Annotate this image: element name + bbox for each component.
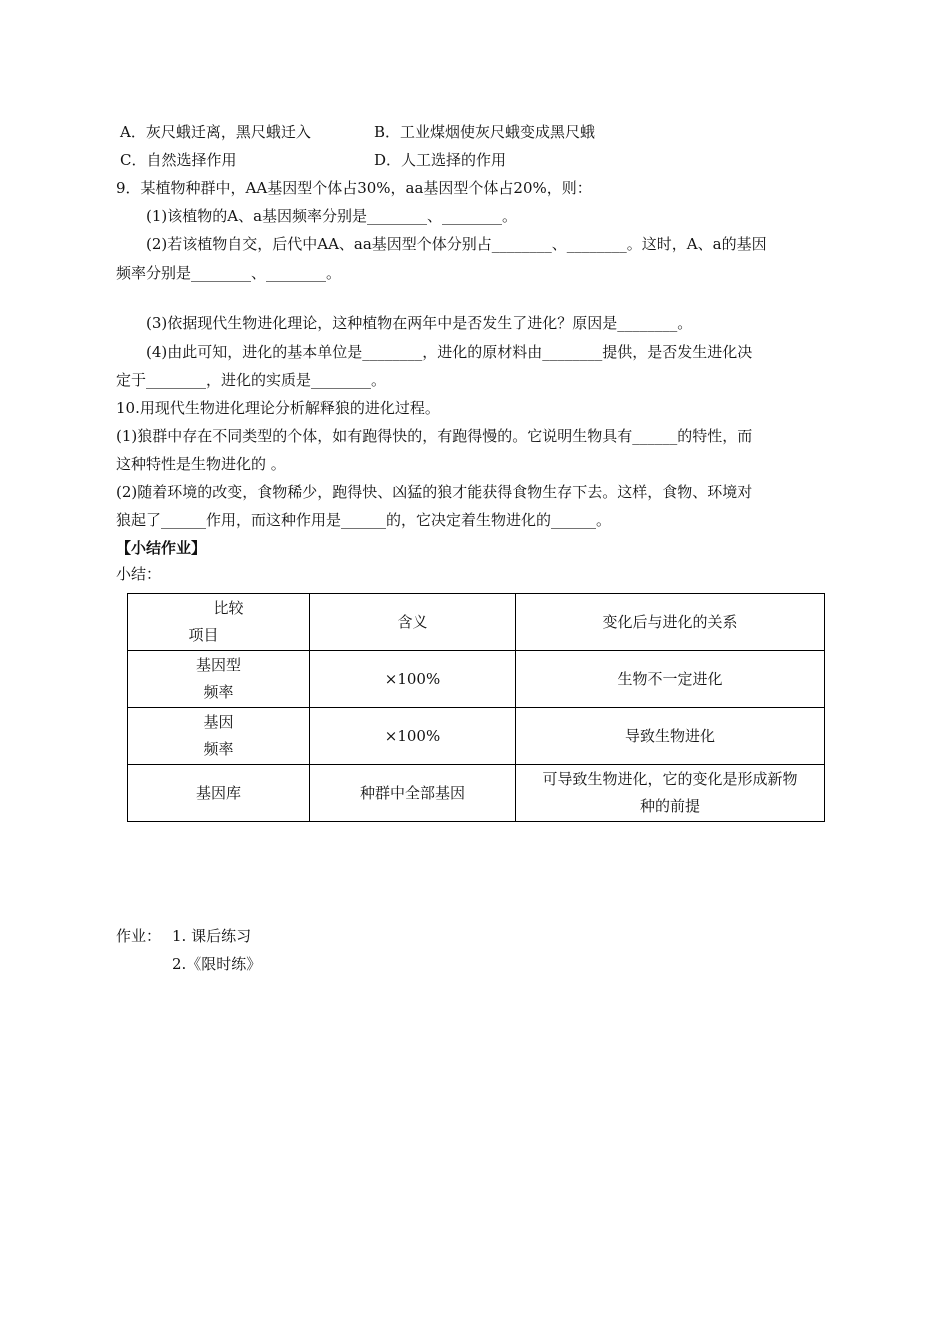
- relation-text: 种的前提: [639, 797, 700, 815]
- homework-item-1: 1. 课后练习: [172, 927, 252, 945]
- q9-part3: (3)依据现代生物进化理论，这种植物在两年中是否发生了进化？原因是________。: [146, 314, 693, 332]
- q8-option-b: B．工业煤烟使灰尺蛾变成黑尺蛾: [374, 123, 596, 141]
- table-cell-relation: 导致生物进化: [516, 708, 825, 765]
- table-cell-item: [128, 651, 310, 708]
- table-cell-relation: 生物不一定进化: [516, 651, 825, 708]
- item-label: 基因型: [195, 656, 241, 674]
- homework-label: 作业：: [116, 927, 162, 945]
- table-row: [128, 651, 825, 708]
- q10-part2-line1: (2)随着环境的改变，食物稀少，跑得快、凶猛的狼才能获得食物生存下去。这样，食物、环境对: [116, 483, 753, 501]
- q8-option-d: D．人工选择的作用: [374, 151, 507, 169]
- q10-part1-line2: 这种特性是生物进化的 。: [116, 455, 286, 473]
- table-header-meaning: 含义: [310, 594, 516, 651]
- q9-part1: (1)该植物的A、a基因频率分别是________、________。: [146, 207, 518, 225]
- q10-part2-line2: 狼起了______作用，而这种作用是______的，它决定着生物进化的______。: [116, 511, 612, 529]
- corner-label-compare: 比较: [213, 599, 244, 617]
- table-row: [128, 765, 825, 822]
- q9-part4-line1: (4)由此可知，进化的基本单位是________，进化的原材料由________提供，是否发生进化决: [146, 343, 753, 361]
- q8-option-c: C．自然选择作用: [120, 151, 237, 169]
- q9-part2-line1: (2)若该植物自交，后代中AA、aa基因型个体分别占________、________。这时，A、a的基因: [146, 235, 767, 253]
- table-cell-meaning: ×100%: [310, 708, 516, 765]
- summary-table: [127, 593, 825, 822]
- item-label: 频率: [203, 683, 234, 701]
- homework-item-2: 2.《限时练》: [172, 955, 262, 973]
- item-label: 基因: [203, 713, 234, 731]
- q10-stem: 10.用现代生物进化理论分析解释狼的进化过程。: [116, 399, 440, 417]
- summary-heading: 【小结作业】: [116, 539, 207, 557]
- summary-label: 小结：: [116, 565, 162, 583]
- table-cell-meaning: ×100%: [310, 651, 516, 708]
- corner-label-item: 项目: [188, 626, 219, 644]
- table-header-relation: 变化后与进化的关系: [516, 594, 825, 651]
- table-corner-cell: [128, 594, 310, 651]
- table-cell-meaning: 种群中全部基因: [310, 765, 516, 822]
- table-header-row: [128, 594, 825, 651]
- q8-option-a: A．灰尺蛾迁离，黑尺蛾迁入: [120, 123, 311, 141]
- item-label: 频率: [203, 740, 234, 758]
- table-cell-item: 基因库: [128, 765, 310, 822]
- q9-part2-line2: 频率分别是________、________。: [116, 264, 342, 282]
- table-cell-relation: [516, 765, 825, 822]
- q10-part1-line1: (1)狼群中存在不同类型的个体，如有跑得快的，有跑得慢的。它说明生物具有______的特性，而: [116, 427, 753, 445]
- q9-part4-line2: 定于________，进化的实质是________。: [116, 371, 387, 389]
- table-row: [128, 708, 825, 765]
- table-cell-item: [128, 708, 310, 765]
- q9-stem: 9．某植物种群中，AA基因型个体占30%，aa基因型个体占20%，则：: [116, 179, 592, 197]
- relation-text: 可导致生物进化，它的变化是形成新物: [542, 770, 798, 788]
